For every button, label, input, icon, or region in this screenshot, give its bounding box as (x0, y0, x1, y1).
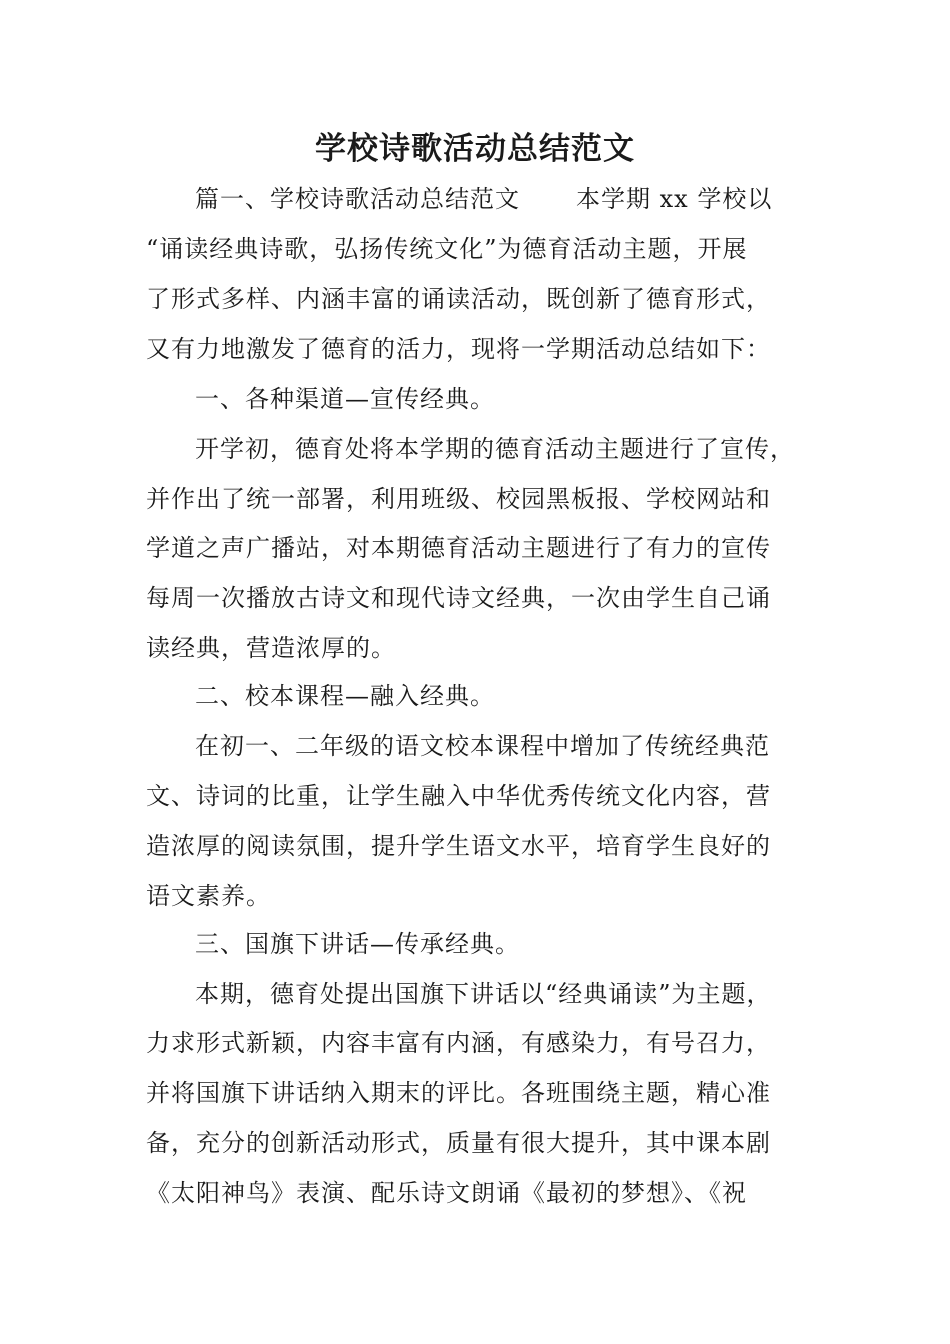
paragraph-line-17: 本期，德育处提出国旗下讲话以“经典诵读”为主题， (195, 980, 772, 1008)
paragraph-line-8: 学道之声广播站，对本期德育活动主题进行了有力的宣传 (146, 534, 771, 562)
paragraph-line-7: 并作出了统一部署，利用班级、校园黑板报、学校网站和 (146, 485, 771, 513)
paragraph-line-15: 语文素养。 (146, 882, 271, 910)
paragraph-line-21: 《太阳神鸟》表演、配乐诗文朗诵《最初的梦想》、《祝 (146, 1179, 747, 1207)
section-heading-2: 二、校本课程—融入经典。 (195, 682, 495, 710)
paragraph-line-14: 造浓厚的阅读氛围，提升学生语文水平，培育学生良好的 (146, 832, 771, 860)
paragraph-line-9: 每周一次播放古诗文和现代诗文经典，一次由学生自己诵 (146, 584, 771, 612)
paragraph-line-1 (195, 181, 885, 217)
paragraph-line-6: 开学初，德育处将本学期的德育活动主题进行了宣传， (195, 435, 795, 463)
paragraph-line-3: 了形式多样、内涵丰富的诵读活动，既创新了德育形式， (146, 285, 771, 313)
document-title: 学校诗歌活动总结范文 (315, 131, 635, 167)
section-heading-3: 三、国旗下讲话—传承经典。 (195, 930, 520, 958)
section-heading-intro: 篇一、学校诗歌活动总结范文 (195, 185, 520, 213)
paragraph-line-4: 又有力地激发了德育的活力，现将一学期活动总结如下： (146, 335, 771, 363)
intro-text: 本学期 xx 学校以 (576, 185, 773, 213)
paragraph-line-2: “诵读经典诗歌，弘扬传统文化”为德育活动主题，开展 (146, 235, 748, 263)
paragraph-line-18: 力求形式新颖，内容丰富有内涵，有感染力，有号召力， (146, 1029, 771, 1057)
paragraph-line-12: 在初一、二年级的语文校本课程中增加了传统经典范 (195, 732, 770, 760)
section-heading-1: 一、各种渠道—宣传经典。 (195, 385, 495, 413)
paragraph-line-10: 读经典，营造浓厚的。 (146, 634, 396, 662)
paragraph-line-19: 并将国旗下讲话纳入期末的评比。各班围绕主题，精心准 (146, 1079, 771, 1107)
paragraph-line-20: 备，充分的创新活动形式，质量有很大提升，其中课本剧 (146, 1129, 771, 1157)
paragraph-line-13: 文、诗词的比重，让学生融入中华优秀传统文化内容，营 (146, 782, 771, 810)
